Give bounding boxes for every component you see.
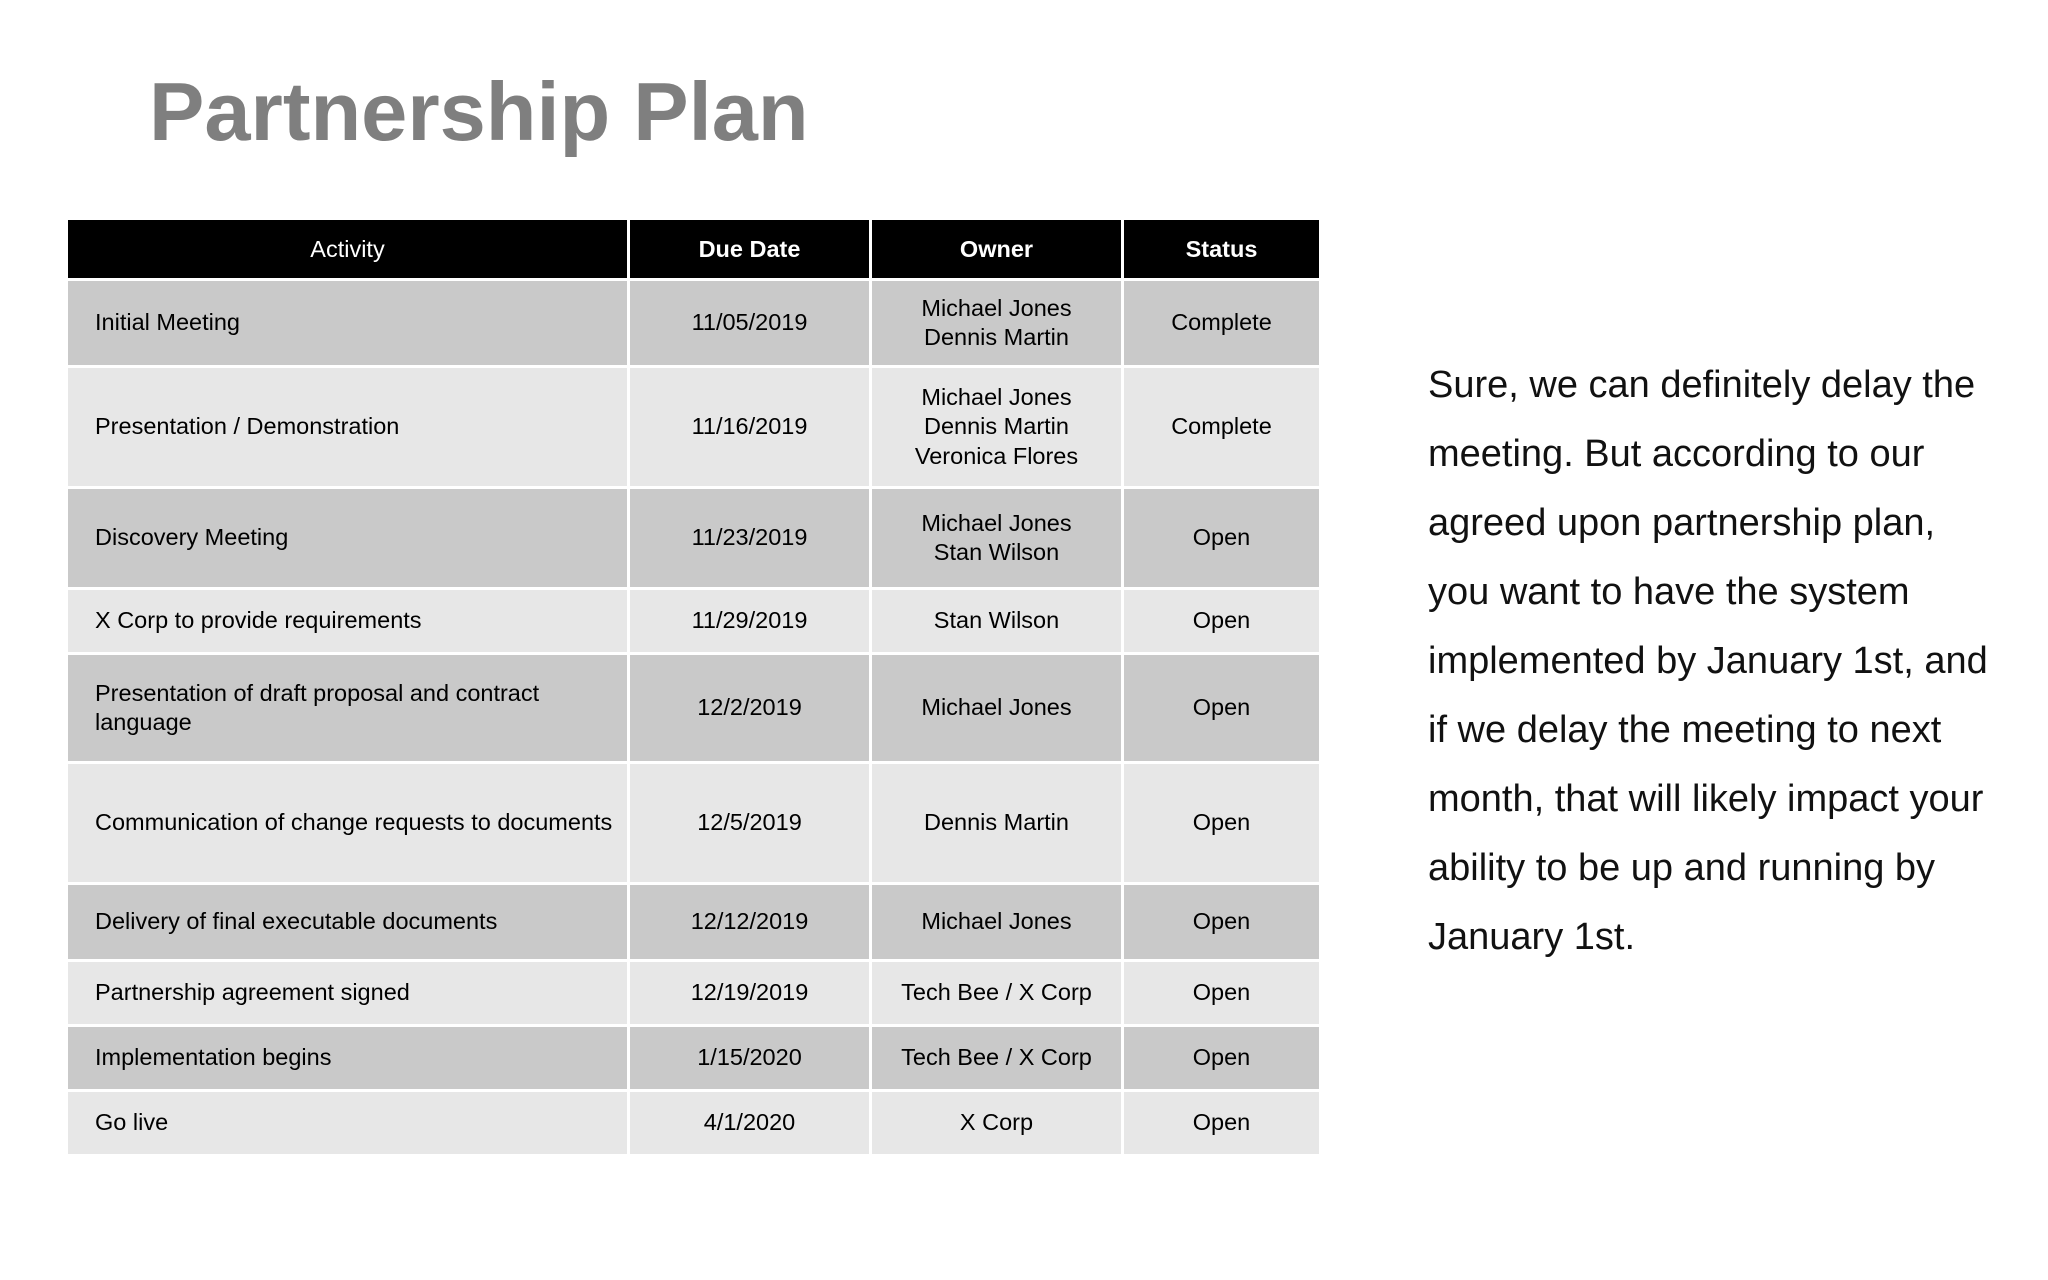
owner-name: Michael Jones [921, 509, 1072, 536]
owner-name: Tech Bee / X Corp [901, 1044, 1092, 1071]
owner-name: Michael Jones [921, 694, 1072, 721]
table-row [68, 962, 1319, 1024]
cell-activity: Delivery of final executable documents [68, 885, 627, 959]
cell-owner [872, 655, 1121, 761]
cell-due-date: 12/5/2019 [630, 764, 869, 882]
cell-owner [872, 281, 1121, 365]
cell-status: Open [1124, 1027, 1319, 1089]
cell-status: Complete [1124, 368, 1319, 486]
owner-name: Dennis Martin [924, 413, 1069, 440]
cell-activity: Presentation / Demonstration [68, 368, 627, 486]
table-row [68, 885, 1319, 959]
header-due-date: Due Date [630, 220, 869, 278]
cell-activity: Presentation of draft proposal and contract language [68, 655, 627, 761]
cell-activity: Communication of change requests to documents [68, 764, 627, 882]
cell-due-date: 11/16/2019 [630, 368, 869, 486]
cell-activity: Initial Meeting [68, 281, 627, 365]
cell-activity: Go live [68, 1092, 627, 1154]
cell-due-date: 12/19/2019 [630, 962, 869, 1024]
owner-name: Tech Bee / X Corp [901, 979, 1092, 1006]
cell-owner [872, 1092, 1121, 1154]
cell-status: Open [1124, 764, 1319, 882]
cell-due-date: 12/12/2019 [630, 885, 869, 959]
cell-due-date: 1/15/2020 [630, 1027, 869, 1089]
table-row [68, 655, 1319, 761]
slide-title: Partnership Plan [149, 65, 809, 158]
cell-status: Open [1124, 885, 1319, 959]
cell-owner [872, 962, 1121, 1024]
table-row [68, 590, 1319, 652]
table-row [68, 764, 1319, 882]
cell-due-date: 11/23/2019 [630, 489, 869, 587]
cell-owner [872, 368, 1121, 486]
owner-name: X Corp [959, 1109, 1034, 1136]
cell-status: Open [1124, 489, 1319, 587]
cell-status: Open [1124, 962, 1319, 1024]
cell-status: Open [1124, 655, 1319, 761]
cell-owner [872, 764, 1121, 882]
speaker-note-text: Sure, we can definitely delay the meeting. But according to our agreed upon partnership plan, you want to have the system implemented by January 1st, and if we delay the meeting to next month, that will likely impact your ability to be up and running by January 1st. [1428, 364, 1988, 958]
cell-owner [872, 590, 1121, 652]
cell-due-date: 12/2/2019 [630, 655, 869, 761]
table-row [68, 368, 1319, 486]
cell-owner [872, 885, 1121, 959]
owner-name: Michael Jones [921, 294, 1072, 321]
header-activity: Activity [68, 220, 627, 278]
cell-status: Open [1124, 1092, 1319, 1154]
owner-name: Dennis Martin [924, 809, 1069, 836]
table-row [68, 281, 1319, 365]
owner-name: Veronica Flores [914, 442, 1079, 469]
partnership-plan-table [65, 217, 1322, 1157]
header-status: Status [1124, 220, 1319, 278]
cell-status: Complete [1124, 281, 1319, 365]
cell-owner [872, 1027, 1121, 1089]
owner-name: Michael Jones [921, 908, 1072, 935]
cell-due-date: 11/29/2019 [630, 590, 869, 652]
table-header-row [68, 220, 1319, 278]
cell-owner [872, 489, 1121, 587]
table-row [68, 1027, 1319, 1089]
owner-name: Michael Jones [921, 384, 1072, 411]
owner-name: Stan Wilson [933, 539, 1060, 565]
cell-activity: X Corp to provide requirements [68, 590, 627, 652]
cell-activity: Discovery Meeting [68, 489, 627, 587]
table-row [68, 489, 1319, 587]
cell-activity: Partnership agreement signed [68, 962, 627, 1024]
header-owner: Owner [872, 220, 1121, 278]
owner-name: Stan Wilson [933, 607, 1060, 634]
cell-due-date: 11/05/2019 [630, 281, 869, 365]
cell-due-date: 4/1/2020 [630, 1092, 869, 1154]
cell-status: Open [1124, 590, 1319, 652]
cell-activity: Implementation begins [68, 1027, 627, 1089]
owner-name: Dennis Martin [924, 324, 1069, 350]
table-row [68, 1092, 1319, 1154]
table-body [68, 281, 1319, 1154]
